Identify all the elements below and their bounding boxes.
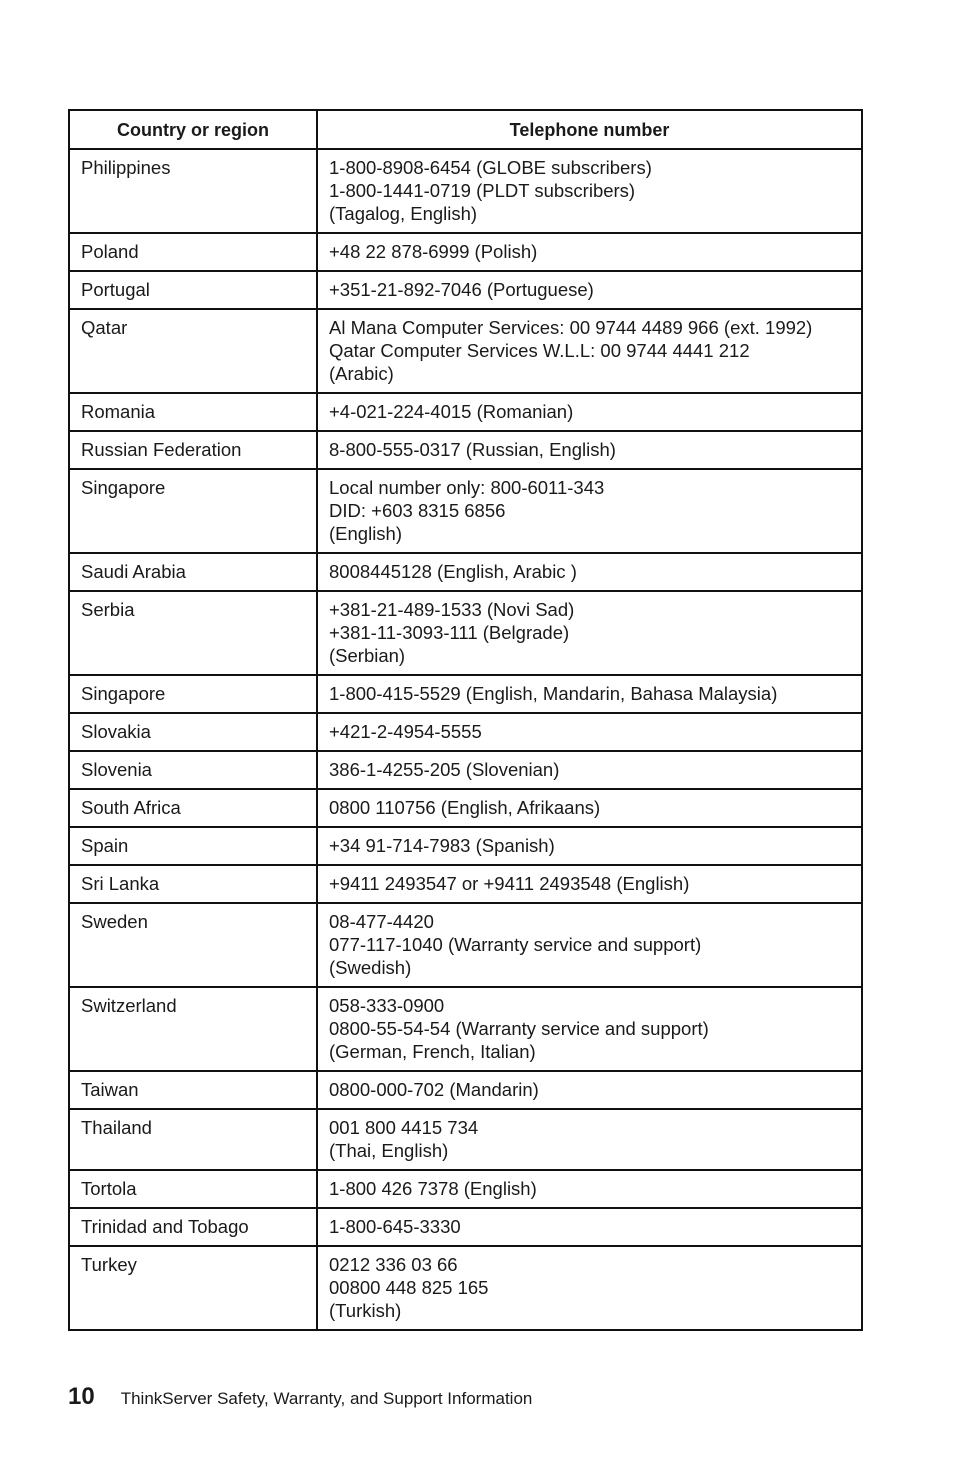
country-cell: Taiwan bbox=[69, 1071, 317, 1109]
telephone-cell bbox=[317, 1071, 862, 1109]
support-phone-table bbox=[68, 109, 863, 1331]
document-title: ThinkServer Safety, Warranty, and Support Information bbox=[120, 1389, 533, 1408]
table-row bbox=[69, 865, 862, 903]
telephone-cell bbox=[317, 553, 862, 591]
telephone-line: (Serbian) bbox=[329, 645, 406, 666]
country-cell: Turkey bbox=[69, 1246, 317, 1330]
telephone-cell bbox=[317, 1246, 862, 1330]
table-row bbox=[69, 271, 862, 309]
telephone-line: 8-800-555-0317 (Russian, English) bbox=[329, 439, 616, 460]
table-row bbox=[69, 1071, 862, 1109]
country-cell: Saudi Arabia bbox=[69, 553, 317, 591]
page-number: 10 bbox=[68, 1383, 95, 1410]
telephone-cell bbox=[317, 149, 862, 233]
table-row bbox=[69, 1109, 862, 1170]
table-row bbox=[69, 553, 862, 591]
country-cell: Singapore bbox=[69, 675, 317, 713]
telephone-cell bbox=[317, 393, 862, 431]
country-cell: Portugal bbox=[69, 271, 317, 309]
telephone-line: DID: +603 8315 6856 bbox=[329, 500, 506, 521]
telephone-line: 1-800-8908-6454 (GLOBE subscribers) bbox=[329, 157, 652, 178]
country-cell: Serbia bbox=[69, 591, 317, 675]
table-row bbox=[69, 903, 862, 987]
telephone-line: +381-21-489-1533 (Novi Sad) bbox=[329, 599, 575, 620]
telephone-cell bbox=[317, 1208, 862, 1246]
telephone-line: +381-11-3093-111 (Belgrade) bbox=[329, 622, 570, 643]
country-cell: Poland bbox=[69, 233, 317, 271]
country-cell: Trinidad and Tobago bbox=[69, 1208, 317, 1246]
country-cell: Tortola bbox=[69, 1170, 317, 1208]
telephone-cell bbox=[317, 865, 862, 903]
table-row bbox=[69, 713, 862, 751]
telephone-line: 0212 336 03 66 bbox=[329, 1254, 458, 1275]
telephone-cell bbox=[317, 233, 862, 271]
page-footer bbox=[68, 1383, 532, 1411]
telephone-line: +351-21-892-7046 (Portuguese) bbox=[329, 279, 594, 300]
table-row bbox=[69, 789, 862, 827]
country-cell: Qatar bbox=[69, 309, 317, 393]
telephone-line: 8008445128 (English, Arabic ) bbox=[329, 561, 577, 582]
table-row bbox=[69, 431, 862, 469]
table-row bbox=[69, 469, 862, 553]
country-cell: South Africa bbox=[69, 789, 317, 827]
table-row bbox=[69, 1170, 862, 1208]
telephone-line: 386-1-4255-205 (Slovenian) bbox=[329, 759, 560, 780]
country-cell: Singapore bbox=[69, 469, 317, 553]
country-cell: Slovenia bbox=[69, 751, 317, 789]
telephone-cell bbox=[317, 271, 862, 309]
table-row bbox=[69, 987, 862, 1071]
telephone-line: +34 91-714-7983 (Spanish) bbox=[329, 835, 555, 856]
telephone-line: 1-800-1441-0719 (PLDT subscribers) bbox=[329, 180, 636, 201]
table-row bbox=[69, 751, 862, 789]
telephone-line: Local number only: 800-6011-343 bbox=[329, 477, 605, 498]
country-cell: Russian Federation bbox=[69, 431, 317, 469]
telephone-line: 077-117-1040 (Warranty service and support) bbox=[329, 934, 702, 955]
telephone-cell bbox=[317, 1109, 862, 1170]
telephone-cell bbox=[317, 591, 862, 675]
telephone-cell bbox=[317, 789, 862, 827]
telephone-line: 058-333-0900 bbox=[329, 995, 445, 1016]
telephone-line: 0800 110756 (English, Afrikaans) bbox=[329, 797, 601, 818]
telephone-line: (Arabic) bbox=[329, 363, 394, 384]
header-telephone: Telephone number bbox=[317, 110, 862, 149]
table-row bbox=[69, 393, 862, 431]
telephone-cell bbox=[317, 469, 862, 553]
telephone-line: 001 800 4415 734 bbox=[329, 1117, 479, 1138]
telephone-cell bbox=[317, 987, 862, 1071]
telephone-line: +4-021-224-4015 (Romanian) bbox=[329, 401, 574, 422]
telephone-line: +9411 2493547 or +9411 2493548 (English) bbox=[329, 873, 690, 894]
telephone-line: 08-477-4420 bbox=[329, 911, 434, 932]
telephone-line: Qatar Computer Services W.L.L: 00 9744 4441 212 bbox=[329, 340, 750, 361]
telephone-cell bbox=[317, 751, 862, 789]
telephone-cell bbox=[317, 827, 862, 865]
telephone-cell bbox=[317, 713, 862, 751]
telephone-line: 0800-000-702 (Mandarin) bbox=[329, 1079, 539, 1100]
telephone-cell bbox=[317, 309, 862, 393]
country-cell: Spain bbox=[69, 827, 317, 865]
telephone-line: Al Mana Computer Services: 00 9744 4489 966 (ext. 1992) bbox=[329, 317, 813, 338]
telephone-line: (Swedish) bbox=[329, 957, 412, 978]
country-cell: Slovakia bbox=[69, 713, 317, 751]
telephone-cell bbox=[317, 1170, 862, 1208]
country-cell: Sri Lanka bbox=[69, 865, 317, 903]
telephone-line: 0800-55-54-54 (Warranty service and support) bbox=[329, 1018, 709, 1039]
table-header-row bbox=[69, 110, 862, 149]
country-cell: Romania bbox=[69, 393, 317, 431]
telephone-line: 1-800 426 7378 (English) bbox=[329, 1178, 537, 1199]
telephone-line: +421-2-4954-5555 bbox=[329, 721, 482, 742]
table-row bbox=[69, 233, 862, 271]
table-body bbox=[69, 149, 862, 1330]
table-row bbox=[69, 1208, 862, 1246]
table-row bbox=[69, 1246, 862, 1330]
table-row bbox=[69, 149, 862, 233]
telephone-line: 1-800-415-5529 (English, Mandarin, Bahasa Malaysia) bbox=[329, 683, 778, 704]
telephone-line: (English) bbox=[329, 523, 402, 544]
table-row bbox=[69, 675, 862, 713]
telephone-line: (Tagalog, English) bbox=[329, 203, 478, 224]
telephone-line: (German, French, Italian) bbox=[329, 1041, 536, 1062]
telephone-line: +48 22 878-6999 (Polish) bbox=[329, 241, 538, 262]
country-cell: Switzerland bbox=[69, 987, 317, 1071]
telephone-line: (Thai, English) bbox=[329, 1140, 449, 1161]
telephone-cell bbox=[317, 675, 862, 713]
table-row bbox=[69, 591, 862, 675]
telephone-cell bbox=[317, 431, 862, 469]
telephone-cell bbox=[317, 903, 862, 987]
header-country: Country or region bbox=[69, 110, 317, 149]
table-row bbox=[69, 827, 862, 865]
table-row bbox=[69, 309, 862, 393]
country-cell: Philippines bbox=[69, 149, 317, 233]
telephone-line: 00800 448 825 165 bbox=[329, 1277, 489, 1298]
telephone-line: (Turkish) bbox=[329, 1300, 402, 1321]
country-cell: Thailand bbox=[69, 1109, 317, 1170]
telephone-line: 1-800-645-3330 bbox=[329, 1216, 461, 1237]
country-cell: Sweden bbox=[69, 903, 317, 987]
